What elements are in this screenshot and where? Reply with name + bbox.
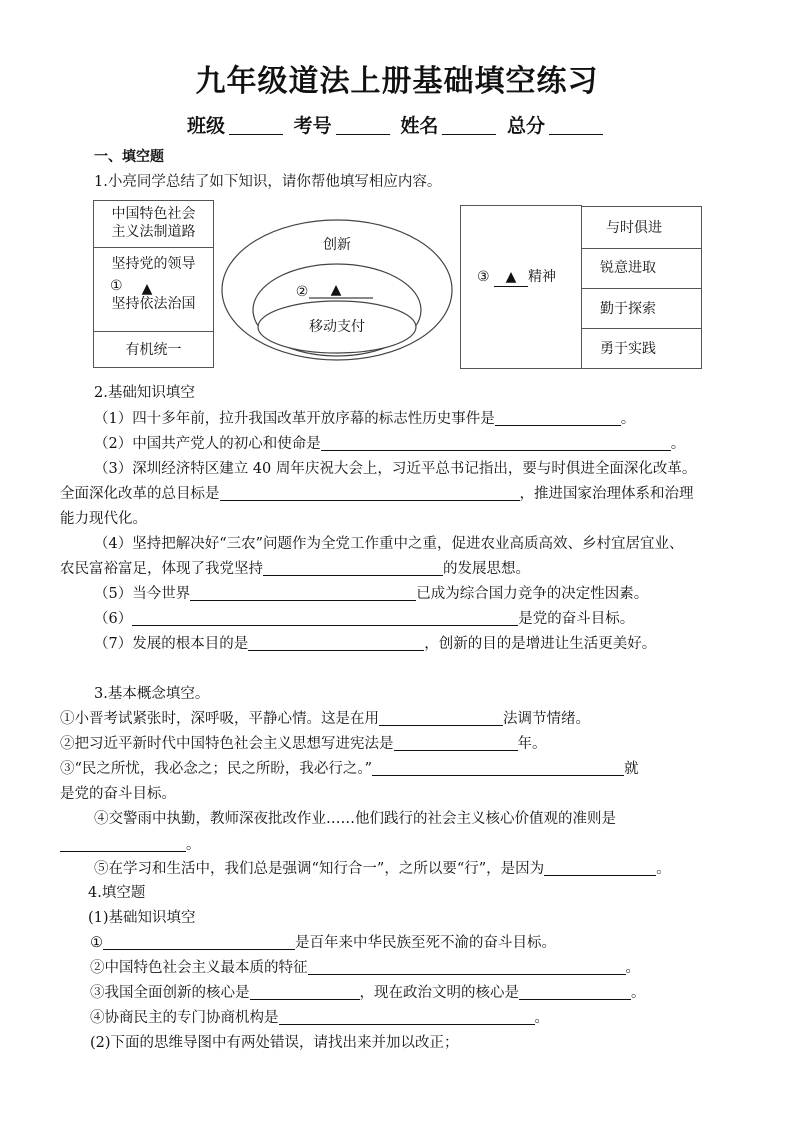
q3-item-3-end: 就 [624, 761, 639, 777]
right-item-2: 锐意进取 [582, 248, 701, 288]
q4-item-3 [90, 984, 770, 1002]
q3-item-1 [60, 710, 740, 728]
right-item-3: 勤于探索 [582, 288, 701, 328]
q2-blank-7[interactable] [248, 636, 424, 651]
left-cell-2-line3: 坚持依法治国 [111, 296, 196, 312]
q4-item-1 [90, 934, 770, 952]
blank-number-1: ① [110, 278, 123, 294]
q4-blank-4[interactable] [519, 985, 631, 1000]
q3-item-2-end: 年。 [517, 736, 547, 752]
left-cell-3: 有机统一 [94, 331, 213, 367]
q3-blank-3[interactable] [372, 761, 624, 776]
q2-item-4: （4）坚持把解决好“三农”问题作为全党工作重中之重，促进农业高质高效、乡村宜居宜业、 [94, 536, 684, 552]
right-main-label [477, 268, 577, 287]
left-cell-1-line2: 主义法制道路 [111, 224, 196, 240]
q3-blank-2[interactable] [394, 736, 518, 751]
name-label: 姓名 [400, 115, 439, 137]
right-item-1: 与时俱进 [606, 220, 662, 236]
ellipse-middle-number: ② [295, 284, 309, 300]
student-info-row [0, 111, 794, 138]
q3-item-5-end: 。 [656, 861, 671, 877]
q3-item-3 [60, 760, 740, 778]
q3-item-3-text: ③“民之所忧，我必念之；民之所盼，我必行之。” [60, 761, 373, 777]
q2-blank-5[interactable] [190, 586, 416, 601]
q2-item-4-end: 的发展思想。 [443, 561, 530, 577]
left-cell-2-blank-row [94, 277, 213, 295]
number-label: 考号 [293, 115, 332, 137]
blank-number-3: ③ [477, 269, 490, 285]
left-cell-2 [94, 247, 213, 331]
q3-item-4: ④交警雨中执勤，教师深夜批改作业……他们践行的社会主义核心价值观的准则是 [94, 811, 616, 827]
q3-item-4-cont [60, 836, 740, 854]
q2-item-3: （3）深圳经济特区建立 40 周年庆祝大会上，习近平总书记指出，要与时俱进全面深化改革。 [94, 461, 697, 477]
q4-heading: 4.填空题 [88, 885, 146, 901]
q2-blank-2[interactable] [321, 436, 671, 451]
q4-item-1-text: 是百年来中华民族至死不渝的奋斗目标。 [295, 935, 556, 951]
q2-item-7 [94, 635, 740, 653]
q2-item-4-cont [60, 560, 740, 578]
triangle-mark-icon: ▲ [505, 269, 517, 285]
q3-item-2-text: ②把习近平新时代中国特色社会主义思想写进宪法是 [60, 736, 394, 752]
q2-item-2 [94, 435, 740, 453]
ellipse-middle-mark-icon[interactable]: ▲ [330, 282, 342, 298]
q3-item-2 [60, 735, 740, 753]
q4-blank-2[interactable] [308, 960, 626, 975]
q3-item-1-end: 法调节情绪。 [503, 711, 590, 727]
q2-item-3-cont2: 能力现代化。 [60, 511, 147, 527]
left-cell-1-line1: 中国特色社会 [111, 206, 196, 222]
q4-item-2 [90, 959, 770, 977]
q4-blank-5[interactable] [279, 1010, 535, 1025]
q4-item-1-num: ① [90, 935, 103, 951]
left-knowledge-box [93, 200, 214, 368]
q2-item-1-end: 。 [620, 411, 636, 427]
q2-item-6-text: （6） [94, 611, 133, 627]
right-main-box [460, 205, 582, 369]
q4-item-4-end: 。 [534, 1010, 549, 1026]
q2-blank-6[interactable] [132, 611, 518, 626]
q2-item-5-end: 已成为综合国力竞争的决定性因素。 [416, 586, 649, 602]
page-title: 九年级道法上册基础填空练习 [195, 64, 599, 99]
triangle-mark-icon: ▲ [141, 281, 153, 297]
q4-sub2: (2)下面的思维导图中有两处错误，请找出来并加以改正； [90, 1035, 459, 1051]
q2-item-3-cont [60, 485, 740, 503]
blank-3[interactable] [494, 268, 528, 287]
q2-item-7-end: ，创新的目的是增进让生活更美好。 [424, 636, 657, 652]
q2-item-6-end: 是党的奋斗目标。 [518, 611, 635, 627]
q4-sub1: (1)基础知识填空 [88, 910, 196, 926]
q2-item-4-text: 农民富裕富足，体现了我党坚持 [60, 561, 263, 577]
left-cell-2-line1: 坚持党的领导 [111, 256, 196, 272]
q2-item-7-text: （7）发展的根本目的是 [94, 636, 249, 652]
q3-item-3-cont: 是党的奋斗目标。 [60, 786, 176, 802]
number-blank[interactable] [336, 134, 390, 135]
name-blank[interactable] [442, 134, 496, 135]
ellipse-inner-label: 移动支付 [309, 319, 365, 335]
q3-blank-5[interactable] [544, 861, 656, 876]
q4-item-3-end: 。 [631, 985, 646, 1001]
q2-item-3-text: 全面深化改革的总目标是 [60, 486, 220, 502]
score-blank[interactable] [549, 134, 603, 135]
q2-blank-1[interactable] [495, 411, 621, 426]
q2-item-5 [94, 585, 740, 603]
q4-item-3-mid: ，现在政治文明的核心是 [359, 985, 519, 1001]
q2-blank-4[interactable] [263, 561, 443, 576]
q3-item-4-end: 。 [186, 837, 201, 853]
q2-heading: 2.基础知识填空 [94, 385, 195, 401]
left-cell-1 [94, 205, 213, 241]
section-heading: 一、填空题 [94, 149, 164, 165]
q4-item-2-text: ②中国特色社会主义最本质的特征 [90, 960, 308, 976]
q3-blank-4[interactable] [60, 837, 186, 852]
ellipse-outer-label: 创新 [323, 237, 351, 253]
q3-item-5 [94, 860, 740, 878]
q4-blank-1[interactable] [103, 935, 295, 950]
q2-item-3-end: ，推进国家治理体系和治理 [519, 486, 694, 502]
q2-item-1 [94, 410, 740, 428]
q4-item-4-text: ④协商民主的专门协商机构是 [90, 1010, 279, 1026]
q1-prompt: 1.小亮同学总结了如下知识，请你帮他填写相应内容。 [94, 174, 442, 190]
q2-item-1-text: （1）四十多年前，拉升我国改革开放序幕的标志性历史事件是 [94, 411, 495, 427]
class-blank[interactable] [229, 134, 283, 135]
q4-item-2-end: 。 [625, 960, 640, 976]
q2-item-6 [94, 610, 740, 628]
q4-item-3-text: ③我国全面创新的核心是 [90, 985, 250, 1001]
q2-item-2-end: 。 [670, 436, 686, 452]
q4-item-4 [90, 1009, 770, 1027]
q2-blank-3[interactable] [220, 486, 520, 501]
q3-blank-1[interactable] [379, 711, 503, 726]
blank-1[interactable] [127, 280, 167, 297]
right-item-4: 勇于实践 [582, 328, 701, 368]
right-items-box [581, 206, 702, 369]
right-main-suffix: 精神 [528, 269, 557, 285]
q3-item-1-text: ①小晋考试紧张时，深呼吸，平静心情。这是在用 [60, 711, 379, 727]
score-label: 总分 [506, 115, 545, 137]
q3-heading: 3.基本概念填空。 [94, 686, 210, 702]
class-label: 班级 [187, 115, 226, 137]
q2-item-2-text: （2）中国共产党人的初心和使命是 [94, 436, 321, 452]
q3-item-5-text: ⑤在学习和生活中，我们总是强调“知行合一”，之所以要“行”，是因为 [94, 861, 545, 877]
q4-blank-3[interactable] [250, 985, 360, 1000]
q2-item-5-text: （5）当今世界 [94, 586, 191, 602]
